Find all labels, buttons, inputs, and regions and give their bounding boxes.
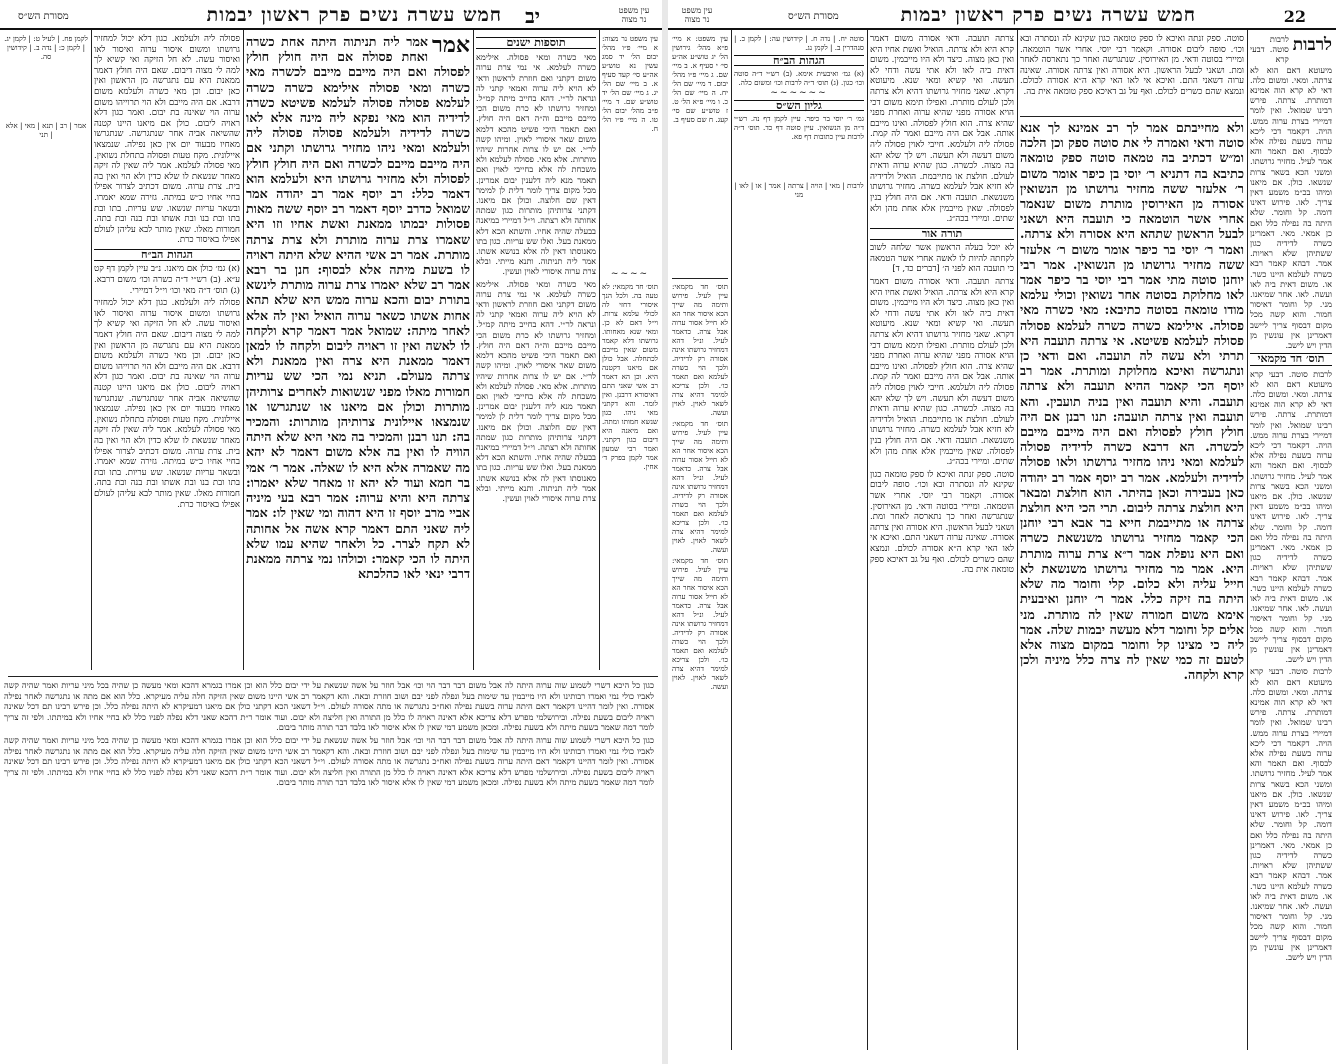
column-divider	[731, 30, 732, 1050]
opening-word: אמר	[432, 34, 470, 58]
ein-mishpat-column: עין משפט: א מיי׳ פ״א מהל׳ גירושין הל׳ יג טוש״ע אה״ע סי׳ י סעיף א. ב מיי׳ שם. ג מיי׳ פ״ו מהל׳ יבום. ד מיי׳ שם הל׳ יח. ה מיי׳ שם הל׳ כ. ו מיי׳ פ״א הל׳ ט. ז טוש״ע שם סי׳ קעג. ח שם סעיף ב.	[672, 34, 728, 124]
ein-mishpat-column: עין משפט נר מצוה: א מיי׳ פ״ו מהל׳ יבום הל׳ יד סמג עשין נא טוש״ע אה״ע סי׳ קעד סעיף א. ב מיי׳ שם הל׳ יג. ג מיי׳ שם הל׳ יד טוש״ע שם. ד מיי׳ פ״ב מהל׳ יבום הל׳ טו. ה מיי׳ פ״ו הל׳ ח.	[602, 34, 658, 133]
rashi-column: פסולה ליה ולעלמא. כגון דלא יכול למחזיר גרושתו ומשום איסור ערוה ואיסור לאו ואיסור עשה. לא חל הזיקה ואי קשיא לך למה לי מצוה דיבום. שאם היה חולץ דאמר ממאנת היא עם נתגרשה מן הראשון ואין כאן יבום. וכן מאי כשרה ולעלמא משום דרבא. אם היה מייבם ולא הוי תרוייהו משום ערוה הוי שאינה בת יבום. ואמר כגון דלא ראויה ליבום. כולן אם מיאנו היינו קטנה שהשיאה אביה אחר שנתגרשה. שנתגרשו מאחיו מבעוד יום אין כאן נפילה. שנמצאו איילונית. מקח טעות ופסולה בתחלת נשואין. מאי פסולה לעלמא. אמר ליה שאין לה זיקה מאחר שנשאת לו שלא כדין ולא הוי ואין בה בית. צרת ערוה. משום דכתיב לצרור אפילו בחיי אחיו כ״ש במיתה. גזירה שמא יאמרו. ובשאר עריות שנשאו. שש עריות. בתו ובת בתו ובת בנו ובת אשתו ובת בנה ובת בתה. חמורות מאלו. שאין מותר לבא עליהן לעולם אפילו באיסור כרת. הגהות הב״ח (א) גמ׳ כולן אם מיאנו. נ״ב עיין לקמן דף קט ע״א. (ב) רש״י ד״ה כשרה וכו׳ משום דרבא. (ג) תוס׳ ד״ה מאי וכו׳ וי״ל דמיירי. פסולה ליה ולעלמא. כגון דלא יכול למחזיר גרושתו ומשום איסור ערוה ואיסור לאו ואיסור עשה. לא חל הזיקה ואי קשיא לך למה לי מצוה דיבום. שאם היה חולץ דאמר ממאנת היא עם נתגרשה מן הראשון ואין כאן יבום. וכן מאי כשרה ולעלמא משום דרבא. אם היה מייבם ולא הוי תרוייהו משום ערוה הוי שאינה בת יבום. ואמר כגון דלא ראויה ליבום. כולן אם מיאנו היינו קטנה שהשיאה אביה אחר שנתגרשה. שנתגרשו מאחיו מבעוד יום אין כאן נפילה. שנמצאו איילונית. מקח טעות ופסולה בתחלת נשואין. מאי פסולה לעלמא. אמר ליה שאין לה זיקה מאחר שנשאת לו שלא כדין ולא הוי ואין בה בית. צרת ערוה. משום דכתיב לצרור אפילו בחיי אחיו כ״ש במיתה. גזירה שמא יאמרו. ובשאר עריות שנשאו. שש עריות. בתו ובת בתו ובת בנו ובת אשתו ובת בנה ובת בתה. חמורות מאלו. שאין מותר לבא עליהן לעולם אפילו באיסור כרת.	[94, 34, 240, 510]
mesoret-label: מסורת הש״ס	[18, 11, 69, 22]
ein-mishpat-label: עין משפט נר מצוה	[681, 6, 713, 24]
mesoret-column: סוטה יח. | נדה ח. | קידושין עה: | לקמן כ. | סנהדרין ב. | לקמן נג. הגהות הב״ח (א) גמ׳ ואיבעית אימא. (ב) רש״י ד״ה סוטה וכו׳ כגון. (ג) תוס׳ ד״ה לרבות וכו׳ ומשום כלה. ~~~~~~ גליון הש״ס גמ׳ ר׳ יוסי בר כיפר. עיין לקמן דף נה. רש״י ד״ה מן הנשואין. עיין סוטה דף כד. תוס׳ ד״ה לרבות עיין כתובות דף פא. לרבות | מאי | הויה | צרתה | אמר | או | לאו | מני	[734, 34, 864, 199]
column-divider	[473, 30, 474, 670]
right-page	[668, 0, 1336, 1064]
gemara-text: ולא מחייבתם אמר לך רב אמינא לך אנא סוטה ודאי ואמרה לי את סוטה ספק וכן הלכה ומ״ש דכתיב בה טמאה סוטה ספק טומאה כתיבא בה דתניא ר׳ יוסי בן כיפר אומר משום ר׳ אלעזר ששה מחזיר גרושתו מן הנשואין אסורה מן האירוסין מותרת משום שנאמר אחרי אשר הוטמאה כי תועבה היא ושאני לבעל הראשון שתהא היא אסורה ולא צרתה. ואמר ר׳ יוסי בר כיפר אומר משום ר׳ אלעזר ששה מחזיר גרושתו מן הנשואין. אמר רבי יוחנן סוטה מתי אמר רבי יוסי בר כיפר אמר לאו מחלוקת בסוטה אחר נשואין וכולי עלמא מודו טומאה בסוטה כתיבא: מאי כשרה מאי פסולה. אילימא כשרה כשרה לעלמא פסולה פסולה לעלמא פשיטא. אי צרתה תועבה היא תרתי ולא עשה לה תועבה. ואם ודאי כן ונתגרשה ואיכא מחלוקת ומותרת. אמר רב יוסף הכי קאמר ההיא תועבה ולא צרתה תועבה. והיא תועבה ואין בניה תועבין. והא תועבה ואין צרתה תועבה: תנו רבנן אם היה חולץ חולץ לפסולה ואם היה מייבם מייבם לכשרה. הא דרבא כשרה לדידיה פסולה לעלמא ומאי ניהו מחזיר גרושתו ולאו פסולה לדידיה ולעלמא. אמר רב יוסף אמר רב יהודה כאן בעבירה וכאן בהיתר. הוא חולצת ומבאר היא חולצת צרתה ליבום. תרי הכי היא חולצת צרתה או מתייבמת חייא בר אבא רבי יוחנן הכי קאמר מחזיר גרושתו משנשאת כשרה ואם היא נופלת אמר ר״א צרת ערוה מותרת היא. אמר מר מחזיר גרושתו משנשאת לא חייל עליה ולא כלום. קלי וחומר מה שלא היתה בה זיקה כלל. אמר ר׳ יוחנן ואיבעית אימא משום חמורה שאין לה מותרת. מני אלים קל וחומר דלא מעשה יבמות שלה. אמר ליה כי מצינו קל וחומר במקום מצוה אלא לטעם זה כמי שאין לה צרה כלל מיניה ולכן קרא ולקחה.	[1020, 120, 1244, 683]
mesoret-label: מסורת הש״ס	[788, 11, 839, 22]
gemara-text: אמר אמר ליה תניתוה היתה אחת כשרה ואחת פסולה אם היה חולץ חולץ לפסולה ואם היה מייבם מייבם לכשרה מאי כשרה ומאי פסולה אילימא כשרה כשרה לעלמא פסולה פסולה לעלמא פשיטא כשרה לדידיה הוא מאי נפקא ליה מינה אלא לאו כשרה לדידיה ולעלמא פסולה פסולה ליה ולעלמא ומאי ניהו מחזיר גרושתו וקתני אם היה מייבם מייבם לכשרה ואם היה חולץ חולץ לפסולה ולא מחזיר גרושתו היא ולעלמא הוא דאמר כלל: רב יוסף אמר רב יהודה אמר שמואל כדרב יוסף דאמר רב יוסף ששה מאות פסולות יבמתו ממאנת ואשת אחיו וזו היא שאמרו צרת ערוה מותרת ולא צרת צרתה מותרת. אמר רב אשי ההיא שלא היתה ראויה לו בשעת מיתה אלא לבסוף: חנן בר רבא אמר רב שלא יאמרו צרת ערוה מותרת לינשא בתורת יבום והכא ערוה ממש היא שלא תהא אחות אשתו כשאר ערוה הואיל ואין לה אלא לאחר מיתה: שמואל אמר דאמר קרא ולקחה לו לאשה ואין זו ראויה ליבום ולקחה לו למאן דאמר ממאנת היא צרה ואין ממאנת ולא צרתה מעולם. תניא נמי הכי שש עריות חמורות מאלו מפני שנשואות לאחרים צרותיהן מותרות וכולן אם מיאנו או שנתגרשו או שנמצאו איילונית צרותיהן מותרות: והמכיר בה: תנו רבנן והמכיר בה מאי היא שלא היתה הוויה לו ואין בה אלא משום דאמר לא יהא מה שאמרה אלא היא לו שאלה. אמר ר׳ אמי בר חמא ועוד לא יהא זו מאחר שלא יאמרו: צרתה היא והיא ערוה: אמר רבא בעי מיניה אביי מרב יוסף זו היא דהוה ומי שאין לו: אמר ליה שאני התם דאמר קרא אשה אל אחותה לא תקח לצרר. כל ולאחר שהיא עמו שלא היתה לו הכי קאמר: וכולהו נמי צרתה ממאנת דרבי ינאי לאו כהלכתא	[246, 34, 470, 582]
tosafot-column: לרבות לרבות סוטה. דבעי קרא מיעוטא דאם הוא לא צרתה. ומאי. ומשום כלה. דאי לא קרא הוה אמינא דמותרת. צרתה. פירש רבינו שמואל. ואין לומר דמיירי בצרת ערוה ממש. הויה. דקאמר דכי ליכא ערוה בשעת נפילה אלא לבסוף. ואם תאמר והא אמר לעיל. מחזיר גרושתו. ומשני הכא בשאר צרות שנשאו. כולן. אם מיאנו ומיהו בכ״מ משמע דאין צריך. לאו. פירוש דאינו דומה. קל וחומר. שלא היתה בה נפילה כלל ואם כן אמאי. מאי. דאמרינן כשרה לדידיה כגון ששתיהן שלא ראויות. אמר. דבהא קאמר רבא כשרה לעלמא היינו כשר. או. משום דאית ביה לאו ועשה. לאו. אחר שמיאנו. מני. קל וחומר דאיסור חמור. והוא קשה מכל מקום דבסוף צריך ליישב דאמרינן אין עונשין מן הדין ויש לישב. תוס׳ חד מקמאי לרבות סוטה. דבעי קרא מיעוטא דאם הוא לא צרתה. ומאי. ומשום כלה. דאי לא קרא הוה אמינא דמותרת. צרתה. פירש רבינו שמואל. ואין לומר דמיירי בצרת ערוה ממש. הויה. דקאמר דכי ליכא ערוה בשעת נפילה אלא לבסוף. ואם תאמר והא אמר לעיל. מחזיר גרושתו. ומשני הכא בשאר צרות שנשאו. כולן. אם מיאנו ומיהו בכ״מ משמע דאין צריך. לאו. פירוש דאינו דומה. קל וחומר. שלא היתה בה נפילה כלל ואם כן אמאי. מאי. דאמרינן כשרה לדידיה כגון ששתיהן שלא ראויות. אמר. דבהא קאמר רבא כשרה לעלמא היינו כשר. או. משום דאית ביה לאו ועשה. לאו. אחר שמיאנו. מני. קל וחומר דאיסור חמור. והוא קשה מכל מקום דבסוף צריך ליישב דאמרינן אין עונשין מן הדין ויש לישב. לרבות סוטה. דבעי קרא מיעוטא דאם הוא לא צרתה. ומאי. ומשום כלה. דאי לא קרא הוה אמינא דמותרת. צרתה. פירש רבינו שמואל. ואין לומר דמיירי בצרת ערוה ממש. הויה. דקאמר דכי ליכא ערוה בשעת נפילה אלא לבסוף. ואם תאמר והא אמר לעיל. מחזיר גרושתו. ומשני הכא בשאר צרות שנשאו. כולן. אם מיאנו ומיהו בכ״מ משמע דאין צריך. לאו. פירוש דאינו דומה. קל וחומר. שלא היתה בה נפילה כלל ואם כן אמאי. מאי. דאמרינן כשרה לדידיה כגון ששתיהן שלא ראויות. אמר. דבהא קאמר רבא כשרה לעלמא היינו כשר. או. משום דאית ביה לאו ועשה. לאו. אחר שמיאנו. מני. קל וחומר דאיסור חמור. והוא קשה מכל מקום דבסוף צריך ליישב דאמרינן אין עונשין מן הדין ויש לישב.	[1250, 34, 1332, 963]
left-page-header	[0, 4, 662, 30]
side-commentary: תוס׳ חד מקמאי: עיין לעיל. פירוש ותימה מה שייך הכא איסור אחר הא לא חייל אסור ערוה אבל צרה. כדאמר לעיל. ונ״ל דהא דמחזיר גרושתו אינה אסורה רק לדידיה. ולכך הוי כשרה לעלמא ואם תאמר כו׳. ולכן צריכא למימר דהיא צרה לשאר לאוין. לאוין ועשה. תוס׳ חד מקמאי: עיין לעיל. פירוש ותימה מה שייך הכא איסור אחר הא לא חייל אסור ערוה אבל צרה. כדאמר לעיל. ונ״ל דהא דמחזיר גרושתו אינה אסורה רק לדידיה. ולכך הוי כשרה לעלמא ואם תאמר כו׳. ולכן צריכא למימר דהיא צרה לשאר לאוין. לאוין ועשה. תוס׳ חד מקמאי: עיין לעיל. פירוש ותימה מה שייך הכא איסור אחר הא לא חייל אסור ערוה אבל צרה. כדאמר לעיל. ונ״ל דהא דמחזיר גרושתו אינה אסורה רק לדידיה. ולכך הוי כשרה לעלמא ואם תאמר כו׳. ולכן צריכא למימר דהיא צרה לשאר לאוין. לאוין ועשה.	[672, 282, 728, 691]
ornament: ~~~~	[610, 269, 650, 279]
footnote-block: כגון כל היכא דשרי לשמוע שוה ערוה היתה לה אבל משום דבר דבר הוי וכו׳ אבל חוזר על אשה שנשאת על ידי יבום כלל הוא וכן אמרו בגמרא דהכא ומאי מעשה כן שהיה בכל מיני עריות ואמר שהיה קשה לאביו כולי נמי ואמרו רבותינו ולא היו מייבמין עד שימות בעל ונפלה לפני יבם ושוב חוזרת ובאה. והא דקאמר רב אשי היינו משום שאין הזיקה חלה עליה מעיקרא. כלל הוא אם מתה או נתגרשה לאחר נפילה אסורה. ואין לומר דהיינו דקאמר דאם היתה ערוה בשעת נפילה ואח״כ נתגרשה או מתה אסורה לעולם. וי״ל דשאני הכא דקתני כולן אם מיאנו דמעיקרא לא היתה נפילה כלל. וכן פירש רבינו תם דכל שאינה ראויה ליבום בשעת נפילה. ובירושלמי מפרש דלא צריכא אלא דאינה ראויה לו כלל מן התורה ואין חליצה ולא יבום. ועוד אומר ר״ת דהכא שאני דלא נפלה לפניו כלל לא בחיי אחיו ולא במיתתו. ולפי זה צריך לומר דמה שאמר בשעת מיתה ולא בשעת נפילה. ומכאן משמע דמי שאין לו אלא איסור לאו בלבד דבר תורה מותר ביבום. כגון כל היכא דשרי לשמוע שוה ערוה היתה לה אבל משום דבר דבר הוי וכו׳ אבל חוזר על אשה שנשאת על ידי יבום כלל הוא וכן אמרו בגמרא דהכא ומאי מעשה כן שהיה בכל מיני עריות ואמר שהיה קשה לאביו כולי נמי ואמרו רבותינו ולא היו מייבמין עד שימות בעל ונפלה לפני יבם ושוב חוזרת ובאה. והא דקאמר רב אשי היינו משום שאין הזיקה חלה עליה מעיקרא. כלל הוא אם מתה או נתגרשה לאחר נפילה אסורה. ואין לומר דהיינו דקאמר דאם היתה ערוה בשעת נפילה ואח״כ נתגרשה או מתה אסורה לעולם. וי״ל דשאני הכא דקתני כולן אם מיאנו דמעיקרא לא היתה נפילה כלל. וכן פירש רבינו תם דכל שאינה ראויה ליבום בשעת נפילה. ובירושלמי מפרש דלא צריכא אלא דאינה ראויה לו כלל מן התורה ואין חליצה ולא יבום. ועוד אומר ר״ת דהכא שאני דלא נפלה לפניו כלל לא בחיי אחיו ולא במיתתו. ולפי זה צריך לומר דמה שאמר בשעת מיתה ולא בשעת נפילה. ומכאן משמע דמי שאין לו אלא איסור לאו בלבד דבר תורה מותר ביבום.	[4, 680, 654, 788]
gilyon-title: גליון הש״ס	[734, 100, 864, 111]
right-page-header	[668, 4, 1336, 30]
rashi-top-block: סוטה. ספק זנתה ואיכא לו ספק טומאה כגון שקינא לה ונסתרה ובא וכו׳. סופה ליבום אסורה. וקאמר רבי יוסי. אחרי אשר הוטמאה. ומיירי בסוטה ודאי. מן האירוסין. שנתגרשה ואחר כך נתארסה לאחר ומת. ושאני לבעל הראשון. היא אסורה ואין צרתה אסורה. שאינה ערוה דשאני התם. ואיכא אי לאו האי קרא ה״א אסורה לכולם. ונמצא שהם כשרים לכולם. ואף על גב דאיכא ספק טומאה אית בה.	[1020, 34, 1244, 97]
mesoret-column: לקמן פח. | לעיל ט: | לקמן יג. | לקמן כ: | נדה ב. | קידושין סה. אמר | רב | תנא | מאי | אלא | תני	[4, 34, 88, 139]
column-divider	[599, 30, 600, 670]
block-divider	[1020, 116, 1244, 117]
torah-or-title: תורה אור	[870, 228, 1014, 241]
column-divider	[1247, 30, 1248, 1050]
folio-number: יב	[525, 4, 540, 28]
gloss-title: הגהות הב״ח	[94, 249, 240, 262]
tosafot-column: תוספות ישנים מאי כשרה ומאי פסולה. אילימא כשרה לעלמא. אי נמי צרת ערוה משום דקתני ואם חוזרת לראשון ודאי לא הויא ליה ערוה ואמאי קתני לה ונראה לר״י. דהא בחייב מיתה קמ״ל. ומחזיר גרושתו לא כרת משום הכי מייבם מייבם וה״ה דאם היה חולץ. ואם תאמר היכי פשיט מהכא דלמא משום שאר איסורי לאוין. ומיהו קשה לר״י. אם יש לו צרות אחרות שיהיו מותרות. אלא מאי. פסולה לעלמא ולא משכחת לה אלא בחייבי לאוין ואם תאמר מנא ליה דלענין יבום אמרינן. מכל מקום צריך לומר דלית לן למימר דאין שם חלוצה. וכולן אם מיאנו. דקתני צרותיהן מותרות כגון שמתה אחותה ולא רצתה. וי״ל דמיירי במיאנה בבעלה שהיה אחיו. והשתא הכא דלא ממאנת בעל. ואלו שש עריות. כגון בתו מאנוסתו דאין לה אלא בנושא אשתו. אמר ליה תניתוה. ותנא מייתי. ובלא צרת ערוה איסורי לאוין ועשין. מאי כשרה ומאי פסולה. אילימא כשרה לעלמא. אי נמי צרת ערוה משום דקתני ואם חוזרת לראשון ודאי לא הויא ליה ערוה ואמאי קתני לה ונראה לר״י. דהא בחייב מיתה קמ״ל. ומחזיר גרושתו לא כרת משום הכי מייבם מייבם וה״ה דאם היה חולץ. ואם תאמר היכי פשיט מהכא דלמא משום שאר איסורי לאוין. ומיהו קשה לר״י. אם יש לו צרות אחרות שיהיו מותרות. אלא מאי. פסולה לעלמא ולא משכחת לה אלא בחייבי לאוין ואם תאמר מנא ליה דלענין יבום אמרינן. מכל מקום צריך לומר דלית לן למימר דאין שם חלוצה. וכולן אם מיאנו. דקתני צרותיהן מותרות כגון שמתה אחותה ולא רצתה. וי״ל דמיירי במיאנה בבעלה שהיה אחיו. והשתא הכא דלא ממאנת בעל. ואלו שש עריות. כגון בתו מאנוסתו דאין לה אלא בנושא אשתו. אמר ליה תניתוה. ותנא מייתי. ובלא צרת ערוה איסורי לאוין ועשין.	[476, 36, 596, 503]
page-title: חמש עשרה נשים פרק ראשון יבמות	[206, 4, 502, 26]
tosafot-title: תוס׳ חד מקמאי	[1250, 353, 1332, 365]
page-number: 22	[1283, 7, 1306, 26]
tosafot-title: תוספות ישנים	[476, 37, 596, 49]
ornament: ~~~~~~	[770, 88, 828, 98]
opening-word: לרבות	[1292, 35, 1332, 55]
side-commentary: תוס׳ חד מקמאי: לא טעה בה. ולכל הנך איסורי דחזי לה לכולי עלמא צרות. וי״ל דאם לא כן. ומאי שנא מאחותו. גרושתו דלא קאמר משום שאין מייבם לכתחלה. אבל כולן אם מיאנו דקטנה היא. וכן הא דאמר רב אשי שאני התם דאיסורא דרבנן. ואין לומר. והא דקתני מאי ניהו. כגון שנשא חמותו ומתה. ואם מיאנה היא דיבום כגון דקתני. ואמר רבי שמעון אמר לקמן בפרק ד׳ אחין.	[602, 282, 658, 471]
left-page	[0, 0, 662, 1064]
column-divider	[243, 30, 244, 670]
column-divider	[1017, 30, 1018, 1050]
ein-mishpat-label: עין משפט נר מצוה	[618, 6, 650, 24]
page-title: חמש עשרה נשים פרק ראשון יבמות	[900, 4, 1196, 26]
footnote-divider	[8, 676, 658, 677]
gloss-title: הגהות הב״ח	[734, 55, 864, 66]
column-divider	[867, 30, 868, 1050]
rashi-column: צרתה תועבה. ודאי אסורה משום דאמר קרא היא ולא צרתה. הואיל ואשת אחיו היא ואין כאן מצוה. כיצד ולא היו מייבמין. משום דאית ביה לאו ולא אתי עשה ודחי לא תעשה. ואי קשיא ומאי שנא. מיעוטא דקרא. שאני מחזיר גרושתו דהיא ולא צרתה ולכן לעולם מותרת. ואפילו תימא משום דכי הויא אסורה מפני שהיא ערוה ואחרת מפני שהיא צרה. הוא חולץ לפסולה. ואינו מייבם אותה. אבל אם היה מייבם ואמר לה קמת. פסולה ליה ולעלמא. חייבי לאוין פסולה ליה משום דעשה ולא תעשה. ויש לך שלא יהא בה מצוה. לכשרה. כגון שהיא ערוה ודאית לעולם. חולצת או מתייבמת. הואיל ולדידיה לא חזיא אבל לעלמא כשרה. מחזיר גרושתו משנשאת. תועבה ודאי. אם היה חולץ בנין לפסולה. שאין מייבמין אלא אחת מהן ולא שתים. ומיירי בכה״ג. תורה אור לא יוכל בעלה הראשון אשר שלחה לשוב לקחתה להיות לו לאשה אחרי אשר הטמאה כי תועבה הוא לפני ה׳ [דברים כד, ד] צרתה תועבה. ודאי אסורה משום דאמר קרא היא ולא צרתה. הואיל ואשת אחיו היא ואין כאן מצוה. כיצד ולא היו מייבמין. משום דאית ביה לאו ולא אתי עשה ודחי לא תעשה. ואי קשיא ומאי שנא. מיעוטא דקרא. שאני מחזיר גרושתו דהיא ולא צרתה ולכן לעולם מותרת. ואפילו תימא משום דכי הויא אסורה מפני שהיא ערוה ואחרת מפני שהיא צרה. הוא חולץ לפסולה. ואינו מייבם אותה. אבל אם היה מייבם ואמר לה קמת. פסולה ליה ולעלמא. חייבי לאוין פסולה ליה משום דעשה ולא תעשה. ויש לך שלא יהא בה מצוה. לכשרה. כגון שהיא ערוה ודאית לעולם. חולצת או מתייבמת. הואיל ולדידיה לא חזיא אבל לעלמא כשרה. מחזיר גרושתו משנשאת. תועבה ודאי. אם היה חולץ בנין לפסולה. שאין מייבמין אלא אחת מהן ולא שתים. ומיירי בכה״ג. סוטה. ספק זנתה ואיכא לו ספק טומאה כגון שקינא לה ונסתרה ובא וכו׳. סופה ליבום אסורה. וקאמר רבי יוסי. אחרי אשר הוטמאה. ומיירי בסוטה ודאי. מן האירוסין. שנתגרשה ואחר כך נתארסה לאחר ומת. ושאני לבעל הראשון. היא אסורה ואין צרתה אסורה. שאינה ערוה דשאני התם. ואיכא אי לאו האי קרא ה״א אסורה לכולם. ונמצא שהם כשרים לכולם. ואף על גב דאיכא ספק טומאה אית בה.	[870, 34, 1014, 576]
block-divider	[672, 278, 728, 279]
column-divider	[91, 30, 92, 670]
